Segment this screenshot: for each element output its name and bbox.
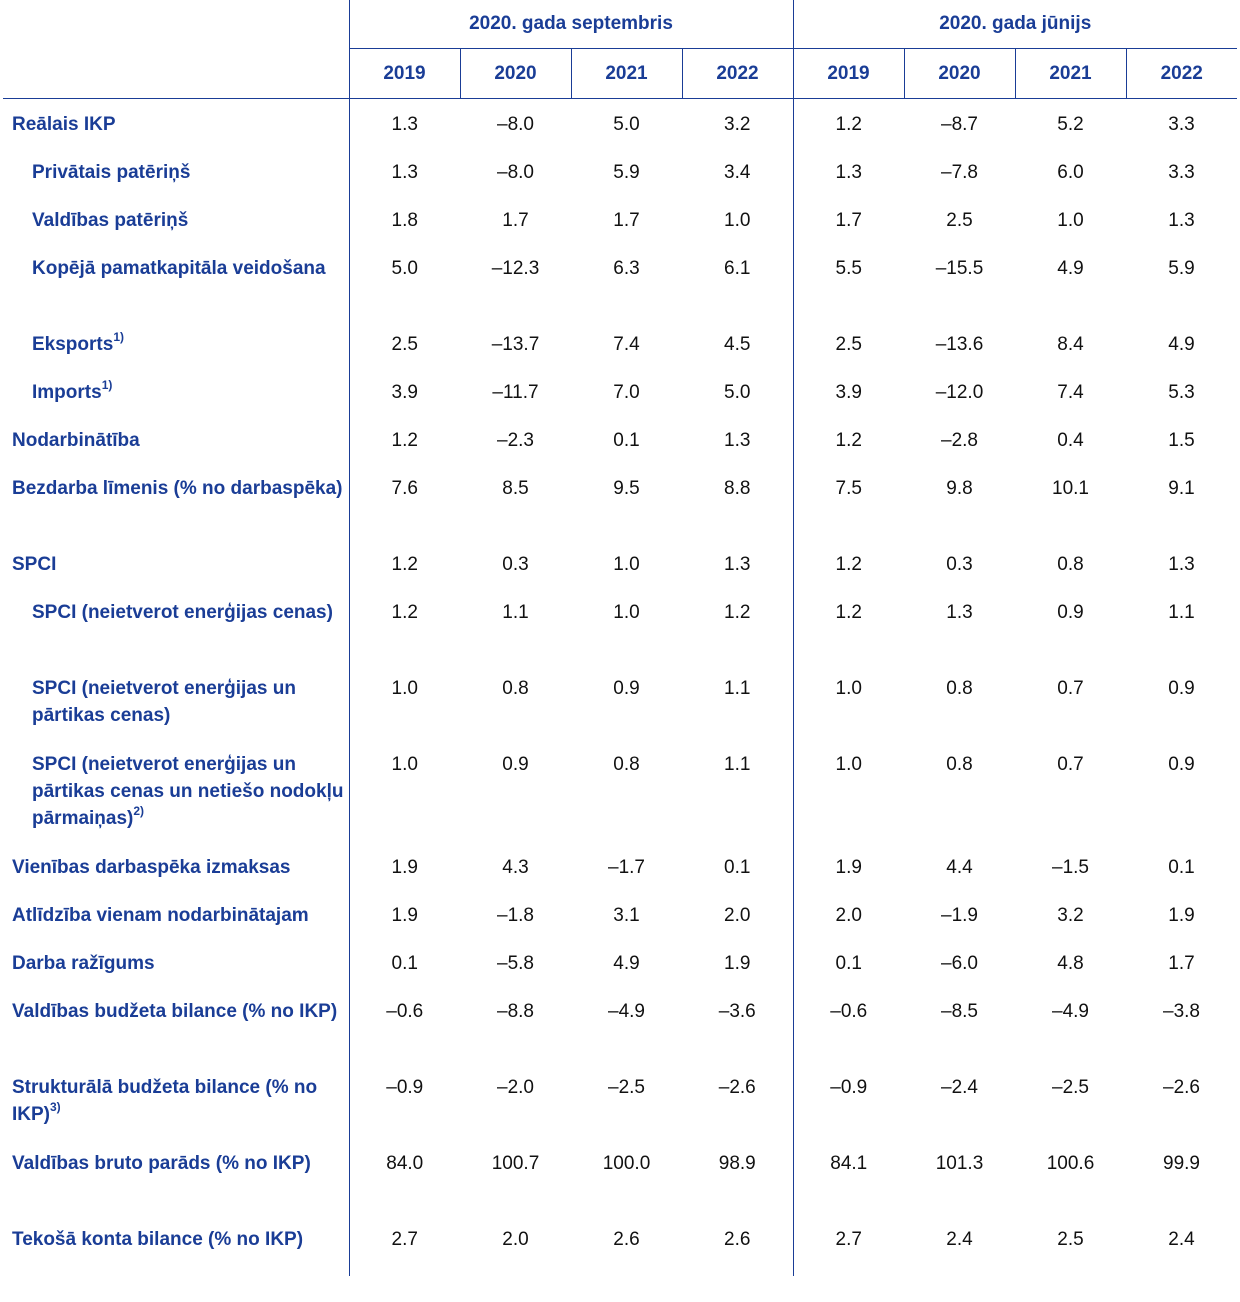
value-cell-sep: 3.9 [349,367,460,415]
table-row [3,842,1237,890]
value-cell-sep: 100.0 [602,1153,651,1174]
value-cell-jun: 1.3 [1168,210,1195,231]
year-header-sep-2020: 2020 [460,49,571,99]
value-cell-sep: –8.8 [497,1001,534,1022]
value-cell-jun: 4.4 [946,857,973,878]
value-cell-sep: –2.3 [497,430,534,451]
value-cell-jun: –0.9 [793,1062,904,1138]
table-row [3,195,1237,243]
value-cell-sep: 1.0 [613,602,640,623]
table-row [3,986,1237,1062]
value-cell-jun: 5.5 [793,243,904,319]
value-cell-sep: 7.0 [613,382,640,403]
row-label [3,539,349,587]
row-label [3,986,349,1062]
value-cell-sep: 7.6 [349,463,460,539]
value-cell-jun: 0.8 [1057,554,1084,575]
value-cell-sep: 0.9 [613,678,640,699]
footnote-marker: 1) [113,329,124,344]
value-cell-jun: 0.4 [1057,430,1084,451]
footnote-marker: 1) [101,377,113,392]
value-cell-sep: 0.8 [613,754,640,775]
value-cell-jun: 1.0 [793,663,904,739]
year-header-jun-2021: 2021 [1015,49,1126,99]
year-header-row [3,49,1237,99]
value-cell-jun: 1.5 [1168,430,1195,451]
table-row [3,415,1237,463]
value-cell-jun: 5.2 [1057,114,1084,135]
value-cell-jun: 3.3 [1168,162,1195,183]
value-cell-jun: 84.1 [793,1138,904,1214]
row-label [3,1138,349,1214]
table-row [3,890,1237,938]
value-cell-jun: 5.9 [1168,258,1195,279]
value-cell-jun: –8.7 [941,114,978,135]
row-label [3,99,349,148]
value-cell-jun: 0.9 [1057,602,1084,623]
value-cell-jun: 4.9 [1168,334,1195,355]
row-label-text: Imports [32,382,102,403]
value-cell-sep: –8.0 [497,114,534,135]
row-label [3,739,349,842]
value-cell-sep: –12.3 [491,258,540,279]
year-header-sep-2021: 2021 [571,49,682,99]
value-cell-sep: 1.1 [724,754,751,775]
value-cell-sep: 8.5 [502,478,529,499]
value-cell-sep: 1.0 [724,210,751,231]
value-cell-jun: 0.7 [1057,754,1084,775]
row-label-text: Valdības bruto parāds (% no IKP) [12,1153,311,1174]
value-cell-jun: 3.9 [793,367,904,415]
value-cell-sep: 6.3 [613,258,640,279]
value-cell-sep: 3.1 [613,905,640,926]
value-cell-sep: 1.2 [349,539,460,587]
value-cell-jun: 1.2 [793,99,904,148]
row-label-text: Kopējā pamatkapitāla veidošana [32,258,326,279]
row-label-text: Vienības darbaspēka izmaksas [12,857,291,878]
value-cell-jun: –1.5 [1052,857,1089,878]
value-cell-jun: –8.5 [941,1001,978,1022]
value-cell-sep: 3.2 [724,114,751,135]
value-cell-jun: 1.3 [1168,554,1195,575]
value-cell-sep: 2.7 [349,1214,460,1276]
footnote-marker: 3) [50,1099,61,1114]
value-cell-jun: –2.5 [1052,1077,1089,1098]
year-header-sep-2022: 2022 [682,49,793,99]
value-cell-sep: 4.9 [613,953,640,974]
value-cell-jun: 1.7 [793,195,904,243]
value-cell-sep: 2.6 [613,1229,640,1250]
value-cell-sep: 0.1 [613,430,640,451]
value-cell-sep: 1.3 [724,554,751,575]
value-cell-sep: –0.9 [349,1062,460,1138]
value-cell-jun: –4.9 [1052,1001,1089,1022]
value-cell-jun: 10.1 [1052,478,1089,499]
value-cell-jun: 1.9 [793,842,904,890]
value-cell-jun: 0.3 [946,554,973,575]
row-label [3,415,349,463]
value-cell-sep: 2.5 [349,319,460,367]
table-row [3,319,1237,367]
value-cell-sep: 9.5 [613,478,640,499]
value-cell-jun: 2.5 [793,319,904,367]
value-cell-jun: 3.2 [1057,905,1084,926]
value-cell-jun: –15.5 [935,258,984,279]
table-row [3,1062,1237,1138]
row-label-text: SPCI [12,554,57,575]
value-cell-sep: 100.7 [491,1153,540,1174]
table-row [3,587,1237,663]
value-cell-jun: 8.4 [1057,334,1084,355]
value-cell-sep: 5.0 [349,243,460,319]
value-cell-sep: 1.1 [724,678,751,699]
table-row [3,739,1237,842]
value-cell-sep: 5.9 [613,162,640,183]
table-row [3,938,1237,986]
table-row [3,243,1237,319]
row-label [3,1214,349,1276]
value-cell-sep: –4.9 [608,1001,645,1022]
value-cell-sep: 1.0 [613,554,640,575]
group-header-row [3,0,1237,49]
value-cell-sep: 1.1 [502,602,529,623]
row-label-text: SPCI (neietverot enerģijas un pārtikas cenas un netiešo nodokļu pārmaiņas) [32,754,344,829]
value-cell-jun: 0.9 [1168,754,1195,775]
value-cell-sep: –11.7 [492,382,539,403]
value-cell-jun: 1.9 [1168,905,1195,926]
corner-cell-lower [3,49,349,99]
value-cell-sep: 2.0 [502,1229,529,1250]
value-cell-sep: –0.6 [349,986,460,1062]
row-label [3,938,349,986]
value-cell-sep: 0.1 [349,938,460,986]
value-cell-jun: 2.4 [1168,1229,1195,1250]
value-cell-sep: –2.0 [497,1077,534,1098]
value-cell-jun: 9.8 [946,478,973,499]
value-cell-jun: 6.0 [1057,162,1084,183]
value-cell-sep: 1.0 [349,663,460,739]
value-cell-sep: 0.8 [502,678,529,699]
value-cell-sep: –3.6 [718,1001,756,1022]
value-cell-sep: –5.8 [497,953,534,974]
value-cell-jun: –0.6 [793,986,904,1062]
year-header-jun-2020: 2020 [904,49,1015,99]
value-cell-jun: 1.0 [1057,210,1084,231]
row-label [3,243,349,319]
table-row [3,367,1237,415]
value-cell-jun: 1.3 [793,147,904,195]
group-header-june: 2020. gada jūnijs [793,0,1237,49]
value-cell-sep: 4.5 [724,334,751,355]
value-cell-jun: 1.7 [1168,953,1195,974]
value-cell-sep: 98.9 [718,1153,756,1174]
value-cell-jun: 2.5 [1057,1229,1084,1250]
value-cell-sep: –8.0 [497,162,534,183]
value-cell-jun: 0.9 [1168,678,1195,699]
value-cell-sep: 4.3 [502,857,529,878]
row-label [3,842,349,890]
value-cell-jun: 1.1 [1168,602,1195,623]
value-cell-jun: 0.8 [946,678,973,699]
row-label-text: Privātais patēriņš [32,162,191,183]
value-cell-sep: 1.9 [349,890,460,938]
corner-cell [3,0,349,49]
value-cell-sep: 1.7 [502,210,529,231]
value-cell-sep: 1.7 [613,210,640,231]
value-cell-sep: 2.0 [724,905,751,926]
value-cell-jun: –6.0 [941,953,978,974]
value-cell-sep: 0.9 [502,754,529,775]
value-cell-jun: 1.2 [793,415,904,463]
value-cell-jun: 2.7 [793,1214,904,1276]
year-header-jun-2022: 2022 [1126,49,1237,99]
projections-table [3,0,1237,1276]
value-cell-sep: 3.4 [724,162,751,183]
value-cell-sep: –1.7 [608,857,645,878]
value-cell-sep: 84.0 [349,1138,460,1214]
row-label-text: Eksports [32,334,114,355]
value-cell-sep: 1.3 [349,99,460,148]
year-header-jun-2019: 2019 [793,49,904,99]
row-label [3,1062,349,1138]
row-label [3,147,349,195]
table-row [3,1214,1237,1276]
value-cell-jun: 100.6 [1046,1153,1095,1174]
value-cell-sep: 1.2 [349,587,460,663]
value-cell-jun: –7.8 [941,162,978,183]
value-cell-jun: –2.6 [1163,1077,1200,1098]
table-row [3,99,1237,148]
value-cell-sep: –13.7 [491,334,540,355]
row-label [3,319,349,367]
value-cell-jun: 3.3 [1168,114,1195,135]
value-cell-sep: 1.9 [349,842,460,890]
row-label-text: Valdības patēriņš [32,210,189,231]
value-cell-sep: 0.1 [724,857,751,878]
value-cell-sep: 1.3 [724,430,751,451]
year-header-sep-2019: 2019 [349,49,460,99]
value-cell-jun: 0.1 [1168,857,1195,878]
value-cell-sep: 8.8 [724,478,751,499]
value-cell-sep: 5.0 [724,382,751,403]
value-cell-jun: 2.4 [946,1229,973,1250]
table-row [3,147,1237,195]
row-label-text: Bezdarba līmenis (% no darbaspēka) [12,478,343,499]
value-cell-jun: 2.5 [946,210,973,231]
value-cell-sep: 1.3 [349,147,460,195]
row-label [3,367,349,415]
row-label-text: SPCI (neietverot enerģijas cenas) [32,602,333,623]
value-cell-jun: 0.1 [793,938,904,986]
row-label-text: SPCI (neietverot enerģijas un pārtikas cenas) [32,678,296,726]
value-cell-jun: 9.1 [1168,478,1195,499]
row-label-text: Nodarbinātība [12,430,140,451]
value-cell-sep: 6.1 [724,258,751,279]
value-cell-jun: 0.8 [946,754,973,775]
row-label-text: Reālais IKP [12,114,116,135]
row-label [3,195,349,243]
table-row [3,539,1237,587]
value-cell-jun: –12.0 [935,382,984,403]
value-cell-jun: 5.3 [1168,382,1195,403]
value-cell-jun: 0.7 [1057,678,1084,699]
value-cell-sep: 1.2 [349,415,460,463]
value-cell-sep: 2.6 [724,1229,751,1250]
value-cell-jun: –2.8 [941,430,978,451]
table-row [3,463,1237,539]
row-label-text: Darba ražīgums [12,953,155,974]
row-label [3,587,349,663]
row-label [3,890,349,938]
row-label-text: Valdības budžeta bilance (% no IKP) [12,1001,338,1022]
row-label-text: Atlīdzība vienam nodarbinātajam [12,905,309,926]
value-cell-sep: –2.5 [608,1077,645,1098]
value-cell-jun: 2.0 [793,890,904,938]
group-header-september: 2020. gada septembris [349,0,793,49]
value-cell-jun: 4.9 [1057,258,1084,279]
value-cell-sep: 1.0 [349,739,460,842]
row-label [3,663,349,739]
value-cell-jun: 1.3 [946,602,973,623]
value-cell-jun: 7.5 [793,463,904,539]
value-cell-sep: 0.3 [502,554,529,575]
value-cell-sep: 1.9 [724,953,751,974]
value-cell-sep: –1.8 [497,905,534,926]
value-cell-jun: –3.8 [1163,1001,1200,1022]
value-cell-jun: 101.3 [935,1153,984,1174]
value-cell-sep: 5.0 [613,114,640,135]
value-cell-jun: 7.4 [1057,382,1084,403]
row-label-text: Tekošā konta bilance (% no IKP) [12,1229,304,1250]
row-label [3,463,349,539]
value-cell-jun: –2.4 [941,1077,978,1098]
value-cell-sep: 1.8 [349,195,460,243]
table-row [3,1138,1237,1214]
value-cell-jun: 4.8 [1057,953,1084,974]
value-cell-jun: 1.2 [793,539,904,587]
value-cell-jun: –1.9 [941,905,978,926]
value-cell-sep: –2.6 [718,1077,756,1098]
value-cell-jun: 1.0 [793,739,904,842]
value-cell-jun: 99.9 [1163,1153,1200,1174]
value-cell-sep: 1.2 [724,602,751,623]
value-cell-jun: 1.2 [793,587,904,663]
row-label-text: Strukturālā budžeta bilance (% no IKP) [12,1077,318,1125]
value-cell-jun: –13.6 [935,334,984,355]
footnote-marker: 2) [133,803,145,818]
table-row [3,663,1237,739]
value-cell-sep: 7.4 [613,334,640,355]
